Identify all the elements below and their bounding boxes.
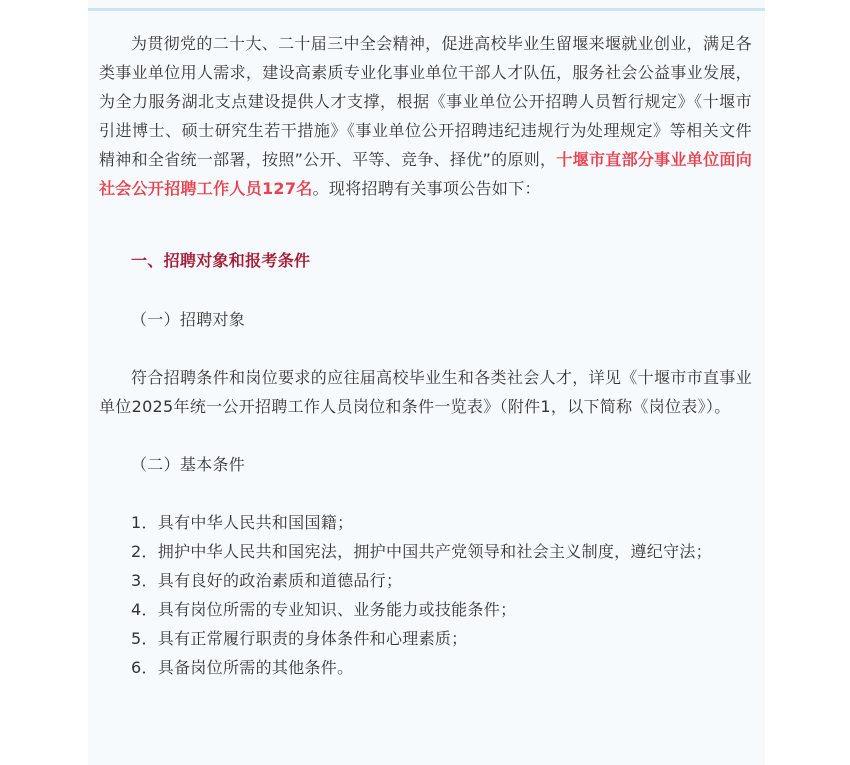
condition-item: 5．具有正常履行职责的身体条件和心理素质； [131, 629, 468, 648]
condition-item: 3．具有良好的政治素质和道德品行； [131, 571, 403, 590]
intro-paragraph [99, 29, 752, 203]
intro-text: 为贯彻党的二十大、二十届三中全会精神，促进高校毕业生留堰来堰就业创业，满足各类事业单位用人需求，建设高素质专业化事业单位干部人才队伍，服务社会公益事业发展，为全力服务湖北支点建设提供人才支撑，根据《事业单位公开招聘人员暂行规定》《十堰市引进博士、硕士研究生若干措施》《事业单位公开招聘违纪违规行为处理规定》等相关文件精神和全省统一部署，按照”公开、平等、竞争、择优”的原则， [99, 34, 752, 169]
subsection-title-recruitment-targets: （一）招聘对象 [131, 310, 246, 329]
section-heading: 一、招聘对象和报考条件 [131, 251, 311, 270]
condition-item: 2．拥护中华人民共和国宪法，拥护中国共产党领导和社会主义制度，遵纪守法； [131, 542, 712, 561]
recruitment-targets-text: 符合招聘条件和岗位要求的应往届高校毕业生和各类社会人才，详见《十堰市市直事业单位2025年统一公开招聘工作人员岗位和条件一览表》（附件1，以下简称《岗位表》）。 [99, 368, 752, 416]
conditions-list [99, 508, 752, 682]
top-divider [88, 8, 765, 11]
intro-highlight: 十堰市直部分事业单位面向社会公开招聘工作人员127名 [99, 150, 752, 198]
condition-item: 4．具有岗位所需的专业知识、业务能力或技能条件； [131, 600, 517, 619]
article-container [88, 0, 765, 765]
article-content [99, 29, 752, 682]
condition-item: 6．具备岗位所需的其他条件。 [131, 658, 354, 677]
intro-end: 。现将招聘有关事项公告如下： [312, 179, 541, 198]
subsection-title-basic-conditions: （二）基本条件 [131, 455, 246, 474]
condition-item: 1．具有中华人民共和国国籍； [131, 513, 354, 532]
